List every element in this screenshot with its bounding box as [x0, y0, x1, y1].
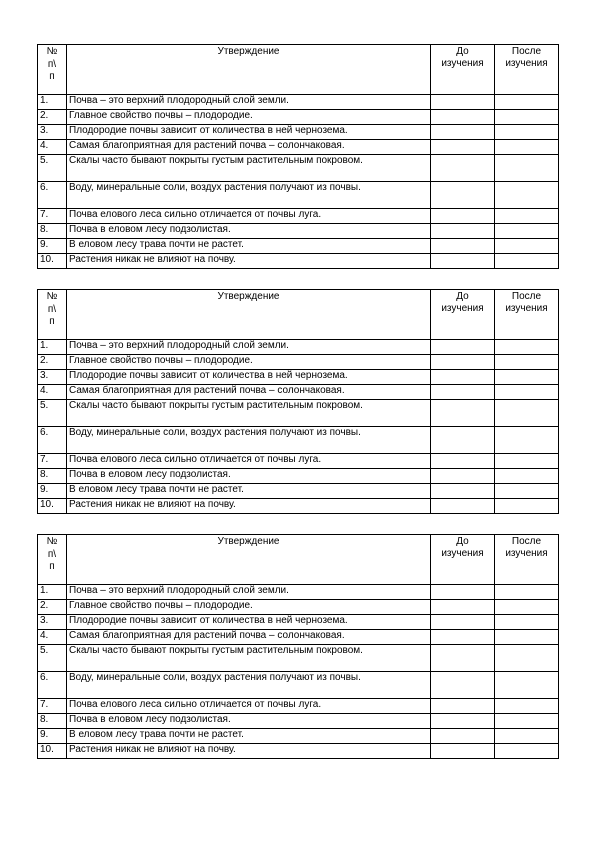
row-number: 5. — [38, 155, 67, 182]
statement-text: Плодородие почвы зависит от количества в ней чернозема. — [67, 370, 431, 385]
table-header-row — [38, 45, 559, 95]
after-study-answer-cell[interactable] — [495, 370, 559, 385]
table-row — [38, 125, 559, 140]
statement-text: Почва – это верхний плодородный слой земли. — [67, 95, 431, 110]
statement-text: Растения никак не влияют на почву. — [67, 499, 431, 514]
row-number: 4. — [38, 140, 67, 155]
row-number: 3. — [38, 370, 67, 385]
statement-text: Скалы часто бывают покрыты густым растительным покровом. — [67, 645, 431, 672]
after-study-answer-cell[interactable] — [495, 499, 559, 514]
row-number: 6. — [38, 672, 67, 699]
statement-text: В еловом лесу трава почти не растет. — [67, 239, 431, 254]
row-number: 9. — [38, 239, 67, 254]
statement-text: В еловом лесу трава почти не растет. — [67, 484, 431, 499]
before-study-column-header: До изучения — [431, 290, 495, 340]
statement-text: Почва елового леса сильно отличается от почвы луга. — [67, 209, 431, 224]
statement-text: Воду, минеральные соли, воздух растения получают из почвы. — [67, 427, 431, 454]
row-number: 10. — [38, 254, 67, 269]
statement-text: Почва в еловом лесу подзолистая. — [67, 469, 431, 484]
row-number: 7. — [38, 699, 67, 714]
before-study-answer-cell[interactable] — [431, 254, 495, 269]
after-study-answer-cell[interactable] — [495, 254, 559, 269]
before-study-column-header: До изучения — [431, 535, 495, 585]
before-study-answer-cell[interactable] — [431, 224, 495, 239]
before-study-answer-cell[interactable] — [431, 110, 495, 125]
row-number: 1. — [38, 340, 67, 355]
table-row — [38, 95, 559, 110]
table-row — [38, 499, 559, 514]
table-row — [38, 672, 559, 699]
row-number: 8. — [38, 469, 67, 484]
before-study-answer-cell[interactable] — [431, 630, 495, 645]
after-study-answer-cell[interactable] — [495, 224, 559, 239]
after-study-answer-cell[interactable] — [495, 110, 559, 125]
before-study-answer-cell[interactable] — [431, 714, 495, 729]
row-number: 8. — [38, 714, 67, 729]
statement-text: Самая благоприятная для растений почва – солончаковая. — [67, 385, 431, 400]
before-study-answer-cell[interactable] — [431, 585, 495, 600]
after-study-answer-cell[interactable] — [495, 182, 559, 209]
before-study-answer-cell[interactable] — [431, 744, 495, 759]
statement-text: Самая благоприятная для растений почва – солончаковая. — [67, 140, 431, 155]
row-number: 4. — [38, 385, 67, 400]
statement-text: Плодородие почвы зависит от количества в ней чернозема. — [67, 125, 431, 140]
statement-text: Самая благоприятная для растений почва – солончаковая. — [67, 630, 431, 645]
table-row — [38, 355, 559, 370]
table-row — [38, 484, 559, 499]
table-row — [38, 400, 559, 427]
number-column-header: № п\ п — [38, 45, 67, 95]
table-row — [38, 224, 559, 239]
after-study-answer-cell[interactable] — [495, 125, 559, 140]
row-number: 6. — [38, 182, 67, 209]
row-number: 5. — [38, 645, 67, 672]
row-number: 9. — [38, 729, 67, 744]
table-row — [38, 427, 559, 454]
statement-text: Растения никак не влияют на почву. — [67, 254, 431, 269]
row-number: 7. — [38, 209, 67, 224]
row-number: 4. — [38, 630, 67, 645]
after-study-answer-cell[interactable] — [495, 95, 559, 110]
row-number: 3. — [38, 125, 67, 140]
before-study-answer-cell[interactable] — [431, 699, 495, 714]
after-study-column-header: После изучения — [495, 535, 559, 585]
statement-text: В еловом лесу трава почти не растет. — [67, 729, 431, 744]
after-study-answer-cell[interactable] — [495, 385, 559, 400]
table-row — [38, 182, 559, 209]
before-study-answer-cell[interactable] — [431, 182, 495, 209]
before-study-answer-cell[interactable] — [431, 427, 495, 454]
statement-text: Воду, минеральные соли, воздух растения получают из почвы. — [67, 182, 431, 209]
table-row — [38, 239, 559, 254]
after-study-answer-cell[interactable] — [495, 585, 559, 600]
after-study-answer-cell[interactable] — [495, 209, 559, 224]
table-row — [38, 110, 559, 125]
before-study-answer-cell[interactable] — [431, 469, 495, 484]
after-study-answer-cell[interactable] — [495, 340, 559, 355]
after-study-answer-cell[interactable] — [495, 699, 559, 714]
table-row — [38, 209, 559, 224]
row-number: 7. — [38, 454, 67, 469]
after-study-column-header: После изучения — [495, 45, 559, 95]
statement-text: Почва – это верхний плодородный слой земли. — [67, 340, 431, 355]
row-number: 3. — [38, 615, 67, 630]
row-number: 2. — [38, 600, 67, 615]
table-row — [38, 699, 559, 714]
after-study-answer-cell[interactable] — [495, 400, 559, 427]
table-row — [38, 454, 559, 469]
before-study-answer-cell[interactable] — [431, 355, 495, 370]
after-study-column-header: После изучения — [495, 290, 559, 340]
table-header-row — [38, 535, 559, 585]
before-study-answer-cell[interactable] — [431, 400, 495, 427]
table-row — [38, 155, 559, 182]
number-column-header: № п\ п — [38, 290, 67, 340]
before-study-answer-cell[interactable] — [431, 125, 495, 140]
after-study-answer-cell[interactable] — [495, 714, 559, 729]
after-study-answer-cell[interactable] — [495, 630, 559, 645]
table-row — [38, 630, 559, 645]
statement-text: Почва в еловом лесу подзолистая. — [67, 224, 431, 239]
statement-text: Воду, минеральные соли, воздух растения получают из почвы. — [67, 672, 431, 699]
table-row — [38, 385, 559, 400]
statement-text: Плодородие почвы зависит от количества в ней чернозема. — [67, 615, 431, 630]
statement-column-header: Утверждение — [67, 535, 431, 585]
row-number: 9. — [38, 484, 67, 499]
questionnaire-tables — [37, 44, 558, 759]
row-number: 6. — [38, 427, 67, 454]
after-study-answer-cell[interactable] — [495, 600, 559, 615]
row-number: 1. — [38, 95, 67, 110]
statement-text: Почва елового леса сильно отличается от почвы луга. — [67, 699, 431, 714]
statement-text: Почва елового леса сильно отличается от почвы луга. — [67, 454, 431, 469]
before-study-answer-cell[interactable] — [431, 155, 495, 182]
statement-table — [37, 289, 559, 514]
after-study-answer-cell[interactable] — [495, 615, 559, 630]
statement-table — [37, 534, 559, 759]
before-study-answer-cell[interactable] — [431, 729, 495, 744]
statement-text: Растения никак не влияют на почву. — [67, 744, 431, 759]
table-row — [38, 370, 559, 385]
table-row — [38, 615, 559, 630]
table-row — [38, 714, 559, 729]
table-row — [38, 340, 559, 355]
after-study-answer-cell[interactable] — [495, 469, 559, 484]
before-study-answer-cell[interactable] — [431, 499, 495, 514]
number-column-header: № п\ п — [38, 535, 67, 585]
before-study-answer-cell[interactable] — [431, 600, 495, 615]
row-number: 2. — [38, 355, 67, 370]
before-study-answer-cell[interactable] — [431, 672, 495, 699]
statement-column-header: Утверждение — [67, 290, 431, 340]
table-row — [38, 469, 559, 484]
row-number: 5. — [38, 400, 67, 427]
before-study-answer-cell[interactable] — [431, 239, 495, 254]
before-study-answer-cell[interactable] — [431, 454, 495, 469]
statement-text: Главное свойство почвы – плодородие. — [67, 600, 431, 615]
statement-text: Почва в еловом лесу подзолистая. — [67, 714, 431, 729]
row-number: 1. — [38, 585, 67, 600]
after-study-answer-cell[interactable] — [495, 140, 559, 155]
statement-column-header: Утверждение — [67, 45, 431, 95]
statement-text: Главное свойство почвы – плодородие. — [67, 110, 431, 125]
table-header-row — [38, 290, 559, 340]
statement-text: Почва – это верхний плодородный слой земли. — [67, 585, 431, 600]
row-number: 10. — [38, 744, 67, 759]
before-study-answer-cell[interactable] — [431, 615, 495, 630]
table-row — [38, 600, 559, 615]
after-study-answer-cell[interactable] — [495, 744, 559, 759]
row-number: 2. — [38, 110, 67, 125]
before-study-answer-cell[interactable] — [431, 340, 495, 355]
table-row — [38, 254, 559, 269]
table-row — [38, 729, 559, 744]
before-study-answer-cell[interactable] — [431, 95, 495, 110]
table-row — [38, 585, 559, 600]
statement-text: Скалы часто бывают покрыты густым растительным покровом. — [67, 400, 431, 427]
before-study-answer-cell[interactable] — [431, 484, 495, 499]
after-study-answer-cell[interactable] — [495, 645, 559, 672]
statement-text: Главное свойство почвы – плодородие. — [67, 355, 431, 370]
statement-text: Скалы часто бывают покрыты густым растительным покровом. — [67, 155, 431, 182]
after-study-answer-cell[interactable] — [495, 729, 559, 744]
table-row — [38, 744, 559, 759]
table-row — [38, 645, 559, 672]
after-study-answer-cell[interactable] — [495, 427, 559, 454]
table-row — [38, 140, 559, 155]
row-number: 8. — [38, 224, 67, 239]
after-study-answer-cell[interactable] — [495, 355, 559, 370]
after-study-answer-cell[interactable] — [495, 672, 559, 699]
after-study-answer-cell[interactable] — [495, 239, 559, 254]
after-study-answer-cell[interactable] — [495, 155, 559, 182]
statement-table — [37, 44, 559, 269]
before-study-answer-cell[interactable] — [431, 209, 495, 224]
after-study-answer-cell[interactable] — [495, 484, 559, 499]
before-study-answer-cell[interactable] — [431, 645, 495, 672]
before-study-answer-cell[interactable] — [431, 385, 495, 400]
after-study-answer-cell[interactable] — [495, 454, 559, 469]
before-study-column-header: До изучения — [431, 45, 495, 95]
before-study-answer-cell[interactable] — [431, 370, 495, 385]
row-number: 10. — [38, 499, 67, 514]
before-study-answer-cell[interactable] — [431, 140, 495, 155]
